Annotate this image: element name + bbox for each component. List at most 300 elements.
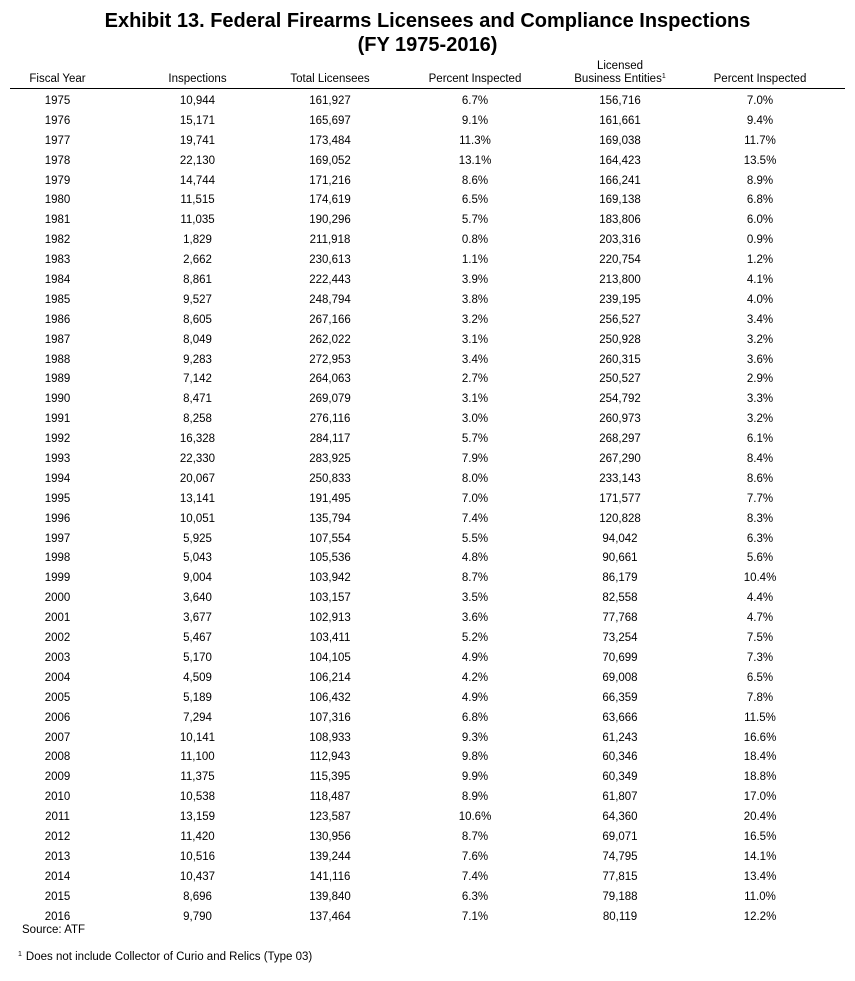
table-row: [10, 271, 845, 291]
cell-fiscal-year: 1983: [44, 254, 71, 267]
cell-percent-inspected: 4.9%: [461, 651, 489, 664]
table-row: [10, 729, 845, 749]
cell-licensed-entities: 77,768: [602, 612, 638, 625]
cell-licensed-entities: 169,038: [599, 134, 641, 147]
cell-total-licensees: 123,587: [309, 811, 351, 824]
cell-fiscal-year: 1995: [44, 492, 71, 505]
cell-percent-inspected: 9.9%: [461, 771, 489, 784]
cell-percent-inspected-entities: 10.4%: [743, 572, 777, 585]
cell-inspections: 2,662: [183, 254, 212, 267]
cell-inspections: 20,067: [179, 472, 216, 485]
cell-fiscal-year: 2005: [44, 691, 71, 704]
cell-inspections: 10,141: [179, 731, 216, 744]
table-row: [10, 390, 845, 410]
cell-total-licensees: 262,022: [309, 333, 351, 346]
cell-percent-inspected-entities: 16.5%: [743, 830, 777, 843]
cell-fiscal-year: 1986: [44, 313, 71, 326]
cell-percent-inspected: 3.5%: [461, 592, 489, 605]
cell-percent-inspected-entities: 17.0%: [743, 791, 777, 804]
table-row: [10, 689, 845, 709]
cell-fiscal-year: 1984: [44, 274, 71, 287]
cell-inspections: 8,258: [183, 413, 212, 426]
cell-fiscal-year: 2002: [44, 632, 71, 645]
cell-percent-inspected-entities: 8.9%: [746, 174, 774, 187]
footnote-ref: 1: [661, 73, 666, 80]
cell-licensed-entities: 166,241: [599, 174, 641, 187]
table-row: [10, 530, 845, 550]
cell-percent-inspected-entities: 18.8%: [743, 771, 777, 784]
exhibit-subtitle: (FY 1975-2016): [357, 34, 498, 56]
cell-licensed-entities: 90,661: [602, 552, 638, 565]
cell-total-licensees: 284,117: [309, 433, 351, 446]
cell-percent-inspected: 9.8%: [461, 751, 489, 764]
cell-licensed-entities: 73,254: [602, 632, 638, 645]
cell-fiscal-year: 1981: [44, 214, 71, 227]
cell-total-licensees: 267,166: [309, 313, 351, 326]
cell-percent-inspected: 3.6%: [461, 612, 489, 625]
cell-licensed-entities: 80,119: [602, 910, 638, 923]
cell-licensed-entities: 61,243: [602, 731, 638, 744]
cell-total-licensees: 222,443: [309, 274, 351, 287]
cell-percent-inspected-entities: 3.2%: [746, 413, 774, 426]
cell-fiscal-year: 1978: [44, 154, 71, 167]
table-row: [10, 191, 845, 211]
header-licensed-business-entities: [555, 60, 685, 86]
cell-percent-inspected: 8.9%: [461, 791, 489, 804]
cell-inspections: 3,677: [183, 612, 212, 625]
cell-inspections: 7,142: [183, 373, 212, 386]
cell-inspections: 5,467: [183, 632, 212, 645]
cell-percent-inspected: 4.8%: [461, 552, 489, 565]
cell-fiscal-year: 1990: [44, 393, 71, 406]
cell-inspections: 9,527: [183, 293, 212, 306]
cell-fiscal-year: 1991: [44, 413, 71, 426]
cell-inspections: 1,829: [183, 234, 212, 247]
cell-percent-inspected: 3.9%: [461, 274, 489, 287]
cell-fiscal-year: 2003: [44, 651, 71, 664]
table-row: [10, 549, 845, 569]
source-note: Source: ATF: [22, 924, 86, 936]
table-row: [10, 589, 845, 609]
cell-percent-inspected-entities: 11.0%: [744, 890, 776, 903]
cell-percent-inspected-entities: 8.3%: [746, 512, 774, 525]
cell-percent-inspected-entities: 3.2%: [746, 333, 774, 346]
cell-percent-inspected-entities: 1.2%: [746, 254, 774, 267]
cell-fiscal-year: 2016: [44, 910, 71, 923]
cell-licensed-entities: 156,716: [599, 95, 641, 107]
cell-percent-inspected: 3.0%: [461, 413, 489, 426]
cell-percent-inspected: 3.2%: [461, 313, 489, 326]
cell-total-licensees: 137,464: [309, 910, 351, 923]
cell-fiscal-year: 1987: [44, 333, 71, 346]
cell-fiscal-year: 1979: [44, 174, 71, 187]
cell-inspections: 9,004: [183, 572, 212, 585]
cell-percent-inspected-entities: 13.4%: [743, 870, 777, 883]
cell-percent-inspected-entities: 20.4%: [743, 811, 777, 824]
cell-total-licensees: 161,927: [309, 95, 351, 107]
cell-fiscal-year: 1996: [44, 512, 71, 525]
cell-inspections: 11,375: [180, 771, 215, 784]
cell-fiscal-year: 1977: [44, 134, 71, 147]
cell-inspections: 3,640: [183, 592, 212, 605]
cell-percent-inspected-entities: 18.4%: [743, 751, 777, 764]
cell-licensed-entities: 260,315: [599, 353, 641, 366]
cell-percent-inspected: 7.9%: [461, 453, 489, 466]
cell-total-licensees: 141,116: [309, 870, 351, 883]
table-row: [10, 510, 845, 530]
cell-licensed-entities: 250,928: [599, 333, 641, 346]
cell-licensed-entities: 260,973: [599, 413, 641, 426]
cell-percent-inspected: 13.1%: [458, 154, 492, 167]
cell-fiscal-year: 1997: [44, 532, 71, 545]
cell-licensed-entities: 60,346: [602, 751, 638, 764]
table-row: [10, 231, 845, 251]
cell-total-licensees: 104,105: [309, 651, 351, 664]
table-row: [10, 490, 845, 510]
table-row: [10, 609, 845, 629]
cell-inspections: 10,051: [179, 512, 216, 525]
cell-total-licensees: 269,079: [309, 393, 351, 406]
cell-percent-inspected-entities: 6.1%: [746, 433, 774, 446]
cell-percent-inspected-entities: 13.5%: [743, 154, 777, 167]
cell-licensed-entities: 74,795: [602, 850, 638, 863]
cell-inspections: 22,130: [179, 154, 216, 167]
cell-percent-inspected: 10.6%: [458, 811, 492, 824]
cell-total-licensees: 108,933: [309, 731, 351, 744]
cell-percent-inspected-entities: 7.0%: [746, 95, 774, 107]
cell-percent-inspected-entities: 8.4%: [746, 453, 774, 466]
cell-percent-inspected-entities: 9.4%: [746, 114, 774, 127]
cell-inspections: 8,861: [183, 274, 212, 287]
cell-total-licensees: 230,613: [309, 254, 351, 267]
cell-total-licensees: 173,484: [309, 134, 351, 147]
cell-percent-inspected-entities: 14.1%: [743, 850, 777, 863]
cell-total-licensees: 135,794: [309, 512, 351, 525]
cell-licensed-entities: 254,792: [599, 393, 641, 406]
cell-percent-inspected-entities: 4.7%: [746, 612, 774, 625]
cell-inspections: 5,043: [183, 552, 212, 565]
cell-licensed-entities: 61,807: [602, 791, 638, 804]
cell-licensed-entities: 183,806: [599, 214, 641, 227]
cell-total-licensees: 118,487: [309, 791, 351, 804]
cell-fiscal-year: 2015: [44, 890, 71, 903]
cell-licensed-entities: 250,527: [599, 373, 641, 386]
cell-total-licensees: 174,619: [309, 194, 351, 207]
cell-inspections: 8,696: [183, 890, 212, 903]
table-row: [10, 888, 845, 908]
table-row: [10, 470, 845, 490]
table-row: [10, 808, 845, 828]
cell-licensed-entities: 203,316: [599, 234, 641, 247]
table-header: [10, 60, 845, 89]
table-row: [10, 748, 845, 768]
cell-fiscal-year: 1999: [44, 572, 71, 585]
cell-total-licensees: 103,942: [309, 572, 351, 585]
cell-fiscal-year: 2006: [44, 711, 71, 724]
table-row: [10, 649, 845, 669]
cell-percent-inspected: 4.9%: [461, 691, 489, 704]
cell-inspections: 5,189: [183, 691, 212, 704]
cell-licensed-entities: 69,008: [602, 671, 638, 684]
cell-fiscal-year: 1976: [44, 114, 71, 127]
table-row: [10, 788, 845, 808]
cell-percent-inspected: 8.7%: [461, 830, 489, 843]
cell-inspections: 8,471: [183, 393, 212, 406]
table-row: [10, 132, 845, 152]
cell-total-licensees: 250,833: [309, 472, 351, 485]
cell-fiscal-year: 2007: [44, 731, 71, 744]
cell-total-licensees: 107,316: [309, 711, 351, 724]
cell-percent-inspected-entities: 4.4%: [746, 592, 774, 605]
cell-total-licensees: 102,913: [309, 612, 351, 625]
cell-fiscal-year: 2012: [44, 830, 71, 843]
cell-total-licensees: 107,554: [309, 532, 351, 545]
cell-inspections: 13,141: [179, 492, 216, 505]
cell-fiscal-year: 2010: [44, 791, 71, 804]
cell-percent-inspected: 1.1%: [461, 254, 489, 267]
cell-total-licensees: 264,063: [309, 373, 351, 386]
cell-inspections: 8,049: [183, 333, 212, 346]
header-total-licensees: Total Licensees: [290, 73, 370, 85]
cell-total-licensees: 105,536: [309, 552, 351, 565]
cell-percent-inspected-entities: 6.8%: [746, 194, 774, 207]
cell-licensed-entities: 268,297: [599, 433, 641, 446]
cell-percent-inspected: 6.7%: [461, 95, 489, 107]
footnote-text: Does not include Collector of Curio and Relics (Type 03): [25, 951, 313, 963]
table-row: [10, 450, 845, 470]
cell-licensed-entities: 239,195: [599, 293, 641, 306]
cell-percent-inspected-entities: 7.7%: [746, 492, 774, 505]
header-fiscal-year: Fiscal Year: [29, 73, 86, 85]
cell-licensed-entities: 66,359: [602, 691, 638, 704]
table-row: [10, 868, 845, 888]
cell-total-licensees: 103,411: [309, 632, 351, 645]
cell-inspections: 5,170: [183, 651, 212, 664]
cell-licensed-entities: 82,558: [602, 592, 638, 605]
cell-inspections: 10,944: [179, 95, 216, 107]
cell-percent-inspected-entities: 11.7%: [744, 134, 776, 147]
table-row: [10, 629, 845, 649]
cell-percent-inspected-entities: 3.3%: [746, 393, 774, 406]
cell-fiscal-year: 2000: [44, 592, 71, 605]
cell-inspections: 11,100: [180, 751, 215, 764]
cell-percent-inspected: 3.1%: [461, 393, 489, 406]
cell-inspections: 7,294: [183, 711, 212, 724]
cell-licensed-entities: 171,577: [599, 492, 641, 505]
cell-licensed-entities: 267,290: [599, 453, 641, 466]
table-row: [10, 351, 845, 371]
cell-percent-inspected: 5.5%: [461, 532, 489, 545]
table-row: [10, 908, 845, 928]
cell-percent-inspected-entities: 7.3%: [746, 651, 774, 664]
cell-total-licensees: 103,157: [309, 592, 351, 605]
cell-percent-inspected-entities: 12.2%: [743, 910, 777, 923]
cell-percent-inspected-entities: 7.5%: [746, 632, 774, 645]
cell-total-licensees: 106,214: [309, 671, 351, 684]
cell-percent-inspected-entities: 0.9%: [746, 234, 774, 247]
exhibit-title: Exhibit 13. Federal Firearms Licensees and Compliance Inspections: [104, 10, 751, 32]
cell-licensed-entities: 63,666: [602, 711, 638, 724]
cell-inspections: 11,420: [180, 830, 215, 843]
cell-percent-inspected: 7.6%: [461, 850, 489, 863]
cell-percent-inspected-entities: 8.6%: [746, 472, 774, 485]
cell-percent-inspected: 5.7%: [461, 214, 489, 227]
cell-fiscal-year: 2008: [44, 751, 71, 764]
cell-fiscal-year: 1992: [44, 433, 71, 446]
cell-fiscal-year: 1998: [44, 552, 71, 565]
table-row: [10, 311, 845, 331]
cell-percent-inspected: 6.3%: [461, 890, 489, 903]
cell-licensed-entities: 169,138: [599, 194, 641, 207]
cell-inspections: 16,328: [179, 433, 216, 446]
cell-total-licensees: 130,956: [309, 830, 351, 843]
table-row: [10, 112, 845, 132]
cell-licensed-entities: 220,754: [599, 254, 641, 267]
cell-percent-inspected-entities: 4.1%: [746, 274, 774, 287]
cell-percent-inspected: 5.2%: [461, 632, 489, 645]
cell-percent-inspected: 6.5%: [461, 194, 489, 207]
cell-inspections: 15,171: [179, 114, 216, 127]
cell-percent-inspected-entities: 6.0%: [746, 214, 774, 227]
cell-percent-inspected: 6.8%: [461, 711, 489, 724]
cell-fiscal-year: 2001: [44, 612, 71, 625]
cell-total-licensees: 211,918: [309, 234, 351, 247]
cell-inspections: 4,509: [183, 671, 212, 684]
cell-licensed-entities: 256,527: [599, 313, 641, 326]
cell-percent-inspected: 7.1%: [461, 910, 489, 923]
cell-percent-inspected-entities: 6.3%: [746, 532, 774, 545]
cell-licensed-entities: 120,828: [599, 512, 641, 525]
cell-percent-inspected: 8.7%: [461, 572, 489, 585]
cell-percent-inspected-entities: 4.0%: [746, 293, 774, 306]
cell-percent-inspected-entities: 5.6%: [746, 552, 774, 565]
table-row: [10, 331, 845, 351]
cell-percent-inspected-entities: 11.5%: [744, 711, 776, 724]
table-row: [10, 410, 845, 430]
header-percent-inspected-entities: Percent Inspected: [713, 73, 807, 85]
cell-percent-inspected: 9.1%: [461, 114, 489, 127]
cell-inspections: 14,744: [179, 174, 216, 187]
cell-percent-inspected: 11.3%: [459, 134, 491, 147]
cell-fiscal-year: 2011: [45, 811, 70, 824]
cell-percent-inspected: 3.4%: [461, 353, 489, 366]
cell-inspections: 22,330: [179, 453, 216, 466]
cell-total-licensees: 190,296: [309, 214, 351, 227]
table-row: [10, 848, 845, 868]
cell-licensed-entities: 69,071: [602, 830, 638, 843]
cell-total-licensees: 171,216: [309, 174, 351, 187]
table-row: [10, 152, 845, 172]
cell-licensed-entities: 64,360: [602, 811, 638, 824]
cell-percent-inspected-entities: 2.9%: [746, 373, 774, 386]
cell-percent-inspected: 7.4%: [461, 512, 489, 525]
cell-fiscal-year: 1982: [44, 234, 71, 247]
cell-fiscal-year: 1993: [44, 453, 71, 466]
cell-percent-inspected: 9.3%: [461, 731, 489, 744]
cell-total-licensees: 115,395: [309, 771, 351, 784]
cell-licensed-entities: 60,349: [602, 771, 638, 784]
cell-percent-inspected-entities: 16.6%: [743, 731, 777, 744]
cell-fiscal-year: 1988: [44, 353, 71, 366]
cell-total-licensees: 165,697: [309, 114, 351, 127]
header-inspections: Inspections: [168, 73, 227, 85]
cell-inspections: 5,925: [183, 532, 212, 545]
table-row: [10, 92, 845, 112]
cell-percent-inspected: 8.6%: [461, 174, 489, 187]
cell-inspections: 11,515: [180, 194, 215, 207]
cell-percent-inspected-entities: 6.5%: [746, 671, 774, 684]
cell-total-licensees: 276,116: [309, 413, 351, 426]
cell-percent-inspected-entities: 3.4%: [746, 313, 774, 326]
cell-total-licensees: 169,052: [309, 154, 351, 167]
footnote-marker: 1: [18, 951, 22, 958]
cell-fiscal-year: 2004: [44, 671, 71, 684]
header-percent-inspected: Percent Inspected: [428, 73, 522, 85]
table-body: [10, 92, 845, 927]
cell-percent-inspected-entities: 3.6%: [746, 353, 774, 366]
table-row: [10, 430, 845, 450]
cell-percent-inspected: 0.8%: [461, 234, 489, 247]
cell-inspections: 11,035: [180, 214, 215, 227]
cell-licensed-entities: 79,188: [602, 890, 638, 903]
cell-licensed-entities: 233,143: [599, 472, 641, 485]
cell-percent-inspected-entities: 7.8%: [746, 691, 774, 704]
cell-percent-inspected: 7.0%: [461, 492, 489, 505]
header-licensed-line1: Licensed: [596, 60, 644, 72]
cell-percent-inspected: 3.1%: [461, 333, 489, 346]
cell-licensed-entities: 70,699: [602, 651, 638, 664]
cell-percent-inspected: 8.0%: [461, 472, 489, 485]
cell-inspections: 10,516: [179, 850, 216, 863]
cell-licensed-entities: 164,423: [599, 154, 641, 167]
cell-inspections: 10,437: [179, 870, 216, 883]
cell-percent-inspected: 4.2%: [461, 671, 489, 684]
cell-licensed-entities: 86,179: [602, 572, 638, 585]
cell-inspections: 9,790: [183, 910, 212, 923]
cell-fiscal-year: 1989: [44, 373, 71, 386]
cell-inspections: 10,538: [179, 791, 216, 804]
cell-percent-inspected: 7.4%: [461, 870, 489, 883]
cell-inspections: 8,605: [183, 313, 212, 326]
cell-total-licensees: 248,794: [309, 293, 351, 306]
cell-inspections: 19,741: [179, 134, 216, 147]
cell-fiscal-year: 1994: [44, 472, 71, 485]
table-row: [10, 291, 845, 311]
table-row: [10, 828, 845, 848]
cell-fiscal-year: 2014: [44, 870, 71, 883]
header-licensed-line2: Business Entities: [574, 73, 662, 85]
table-row: [10, 709, 845, 729]
cell-total-licensees: 139,840: [309, 890, 351, 903]
cell-fiscal-year: 1985: [44, 293, 71, 306]
cell-total-licensees: 191,495: [309, 492, 351, 505]
cell-licensed-entities: 213,800: [599, 274, 641, 287]
cell-fiscal-year: 1975: [44, 95, 71, 107]
table-row: [10, 211, 845, 231]
cell-total-licensees: 272,953: [309, 353, 351, 366]
cell-licensed-entities: 161,661: [599, 114, 641, 127]
cell-inspections: 9,283: [183, 353, 212, 366]
table-row: [10, 251, 845, 271]
cell-total-licensees: 283,925: [309, 453, 351, 466]
cell-fiscal-year: 1980: [44, 194, 71, 207]
table-row: [10, 669, 845, 689]
table-row: [10, 172, 845, 192]
table-row: [10, 569, 845, 589]
cell-total-licensees: 112,943: [309, 751, 351, 764]
cell-total-licensees: 106,432: [309, 691, 351, 704]
footnote: [18, 951, 312, 963]
